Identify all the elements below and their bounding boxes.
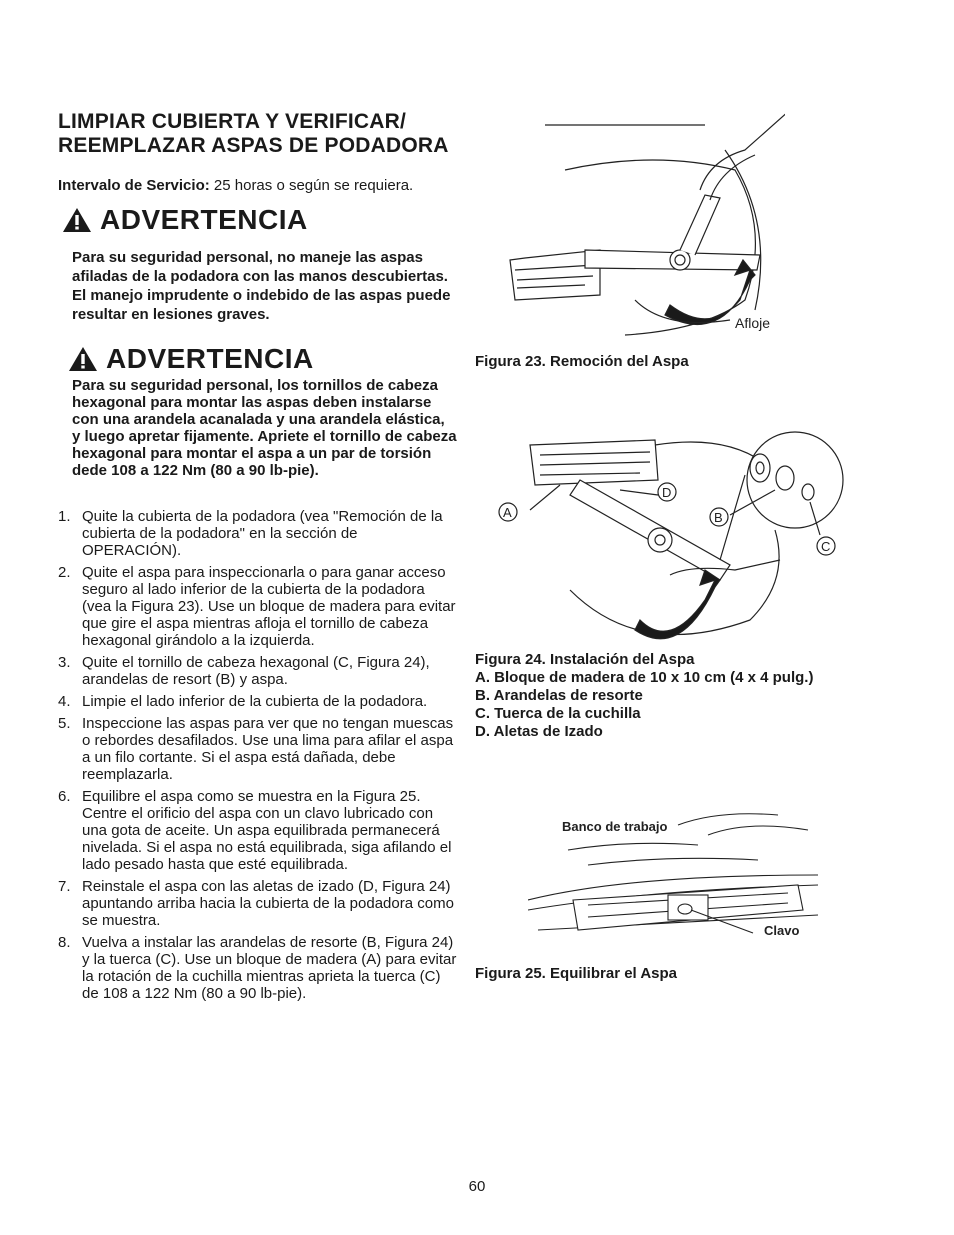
figure-24-legend-item: B. Arandelas de resorte: [475, 687, 643, 704]
warning-1-text: Para su seguridad personal, no maneje las aspas afiladas de la podadora con las manos descubiertas. El manejo imprudente o indebido de las aspas puede resultar en lesiones graves.: [72, 249, 451, 323]
figure-25-label-clavo: Clavo: [764, 923, 800, 938]
step-text: Vuelva a instalar las arandelas de resorte (B, Figura 24) y la tuerca (C). Use un bloque de madera (A) para evitar la rotación de la cuchilla mientras aprieta la tuerca (C) de 108 a 122 Nm (80 a 90 lb-pie).: [82, 934, 457, 1002]
step-text: Quite el aspa para inspeccionarla o para ganar acceso seguro al lado inferior de la cubierta de la podadora (vea la Figura 23). Use un bloque de madera para evitar que gire el aspa mientras afloja el tornillo de cabeza hexagonal girándolo a la izquierda.: [82, 564, 456, 649]
figure-24-label-c: C: [821, 539, 831, 554]
list-item: [58, 715, 458, 783]
figure-23-illustration: [505, 110, 785, 350]
step-text: Inspeccione las aspas para ver que no tengan muescas o rebordes desafilados. Use una lima para afilar el aspa a un filo cortante. Si el aspa está dañada, debe reemplazarla.: [82, 715, 454, 783]
warning-triangle-icon: [68, 346, 98, 372]
warning-2-header: [68, 343, 314, 375]
step-text: Reinstale el aspa con las aletas de izado (D, Figura 24) apuntando arriba hacia la cubierta de la podadora como se muestra.: [82, 878, 454, 929]
step-number: 3.: [58, 654, 71, 671]
list-item: [58, 654, 458, 688]
figure-24-legend-item: C. Tuerca de la cuchilla: [475, 705, 641, 722]
step-text: Equilibre el aspa como se muestra en la Figura 25. Centre el orificio del aspa con un clavo lubricado con una gota de aceite. Un aspa equilibrada permanecerá nivelada. Si el aspa no está equilibrada, siga afilando el lado pesado hasta que esté equilibrada.: [82, 788, 452, 873]
figure-24-label-a: A: [503, 505, 512, 520]
step-number: 7.: [58, 878, 71, 895]
figure-25-label-banco: Banco de trabajo: [562, 819, 668, 834]
list-item: [58, 508, 458, 559]
section-title-line1: LIMPIAR CUBIERTA Y VERIFICAR/: [58, 110, 407, 133]
step-number: 2.: [58, 564, 71, 581]
step-text: Limpie el lado inferior de la cubierta de la podadora.: [82, 693, 428, 710]
figure-24-illustration: [490, 420, 850, 650]
figure-23-caption: Figura 23. Remoción del Aspa: [475, 353, 689, 370]
step-number: 8.: [58, 934, 71, 951]
list-item: [58, 878, 458, 929]
page-number: 60: [468, 1178, 486, 1195]
list-item: [58, 934, 458, 1002]
figure-25-caption: Figura 25. Equilibrar el Aspa: [475, 965, 678, 982]
warning-1-title: ADVERTENCIA: [100, 204, 308, 235]
steps-list: [58, 508, 458, 1007]
step-text: Quite el tornillo de cabeza hexagonal (C, Figura 24), arandelas de resort (B) y aspa.: [82, 654, 430, 688]
list-item: [58, 693, 458, 710]
warning-triangle-icon: [62, 207, 92, 233]
warning-2-title: ADVERTENCIA: [106, 343, 314, 374]
figure-24-caption-block: [475, 651, 895, 741]
service-interval-value: 25 horas o según se requiera.: [209, 177, 414, 194]
figure-24-legend-item: A. Bloque de madera de 10 x 10 cm (4 x 4 pulg.): [475, 669, 814, 686]
figure-24-label-b: B: [714, 510, 723, 525]
figure-24-caption: Figura 24. Instalación del Aspa: [475, 651, 695, 668]
step-number: 1.: [58, 508, 71, 525]
figure-23-label-afloje: Afloje: [735, 315, 771, 331]
list-item: [58, 788, 458, 873]
figure-25-illustration: [528, 805, 828, 955]
step-number: 6.: [58, 788, 71, 805]
warning-2-text: Para su seguridad personal, los tornillos de cabeza hexagonal para montar las aspas deben instalarse con una arandela acanalada y una arandela elástica, y luego apretar fijamente. Apriete el tornillo de cabeza hexagonal para montar el aspa a un par de torsión dede 108 a 122 Nm (80 a 90 lb-pie).: [72, 377, 457, 479]
step-number: 4.: [58, 693, 71, 710]
service-interval-label: Intervalo de Servicio:: [58, 177, 210, 194]
section-title: [58, 110, 478, 158]
step-text: Quite la cubierta de la podadora (vea "Remoción de la cubierta de la podadora" en la sección de OPERACIÓN).: [82, 508, 443, 559]
step-number: 5.: [58, 715, 71, 732]
list-item: [58, 564, 458, 649]
figure-24-legend-item: D. Aletas de Izado: [475, 723, 603, 740]
warning-1-header: [62, 204, 308, 236]
figure-24-label-d: D: [662, 485, 672, 500]
section-title-line2: REEMPLAZAR ASPAS DE PODADORA: [58, 134, 449, 157]
service-interval: [58, 177, 413, 194]
